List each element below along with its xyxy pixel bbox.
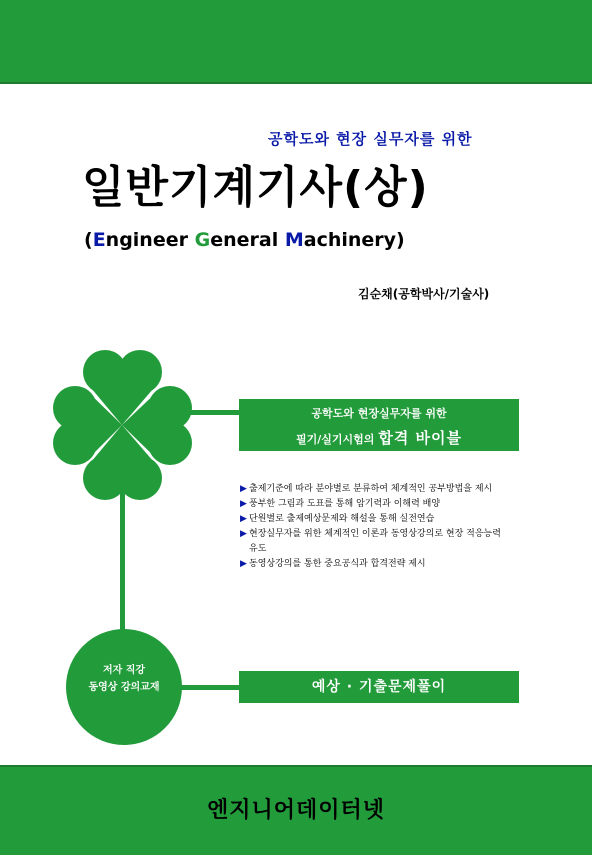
triangle-bullet-icon: ▶ <box>240 514 247 524</box>
triangle-bullet-icon: ▶ <box>240 499 247 509</box>
triangle-bullet-icon: ▶ <box>240 529 247 539</box>
connector-lower <box>180 685 242 690</box>
list-item: ▶ 풍부한 그림과 도표를 통해 암기력과 이해력 배양 <box>240 497 505 512</box>
highlight-box: 공학도와 현장실무자를 위한 필기/실기시험의 합격 바이블 <box>239 399 519 451</box>
book-title: 일반기계기사(상) <box>82 162 429 213</box>
list-item: ▶ 단원별로 출제예상문제와 해설을 통해 실전연습 <box>240 512 505 527</box>
exam-problems-box: 예상 · 기출문제풀이 <box>239 671 519 703</box>
subtitle: 공학도와 현장 실무자를 위한 <box>268 130 473 148</box>
list-item: ▶ 현장실무자를 위한 체계적인 이론과 동영상강의로 현장 적응능력 유도 <box>240 529 501 554</box>
author-name: 김순채(공학박사/기술사) <box>358 287 490 301</box>
publisher-name: 엔지니어데이터넷 <box>206 798 386 823</box>
stem-line <box>120 470 125 645</box>
list-item: ▶ 출제기준에 따라 분야별로 분류하여 체계적인 공부방법을 제시 <box>240 482 505 497</box>
feature-list <box>240 482 505 572</box>
clover-icon <box>53 350 192 500</box>
triangle-bullet-icon: ▶ <box>240 484 247 494</box>
triangle-bullet-icon: ▶ <box>240 559 247 569</box>
list-item: ▶ 동영상강의를 통한 중요공식과 합격전략 제시 <box>240 557 505 572</box>
english-title: (Engineer General Machinery) <box>84 229 405 251</box>
lecture-circle-text: 저자 직강 동영상 강의교재 <box>88 665 160 693</box>
